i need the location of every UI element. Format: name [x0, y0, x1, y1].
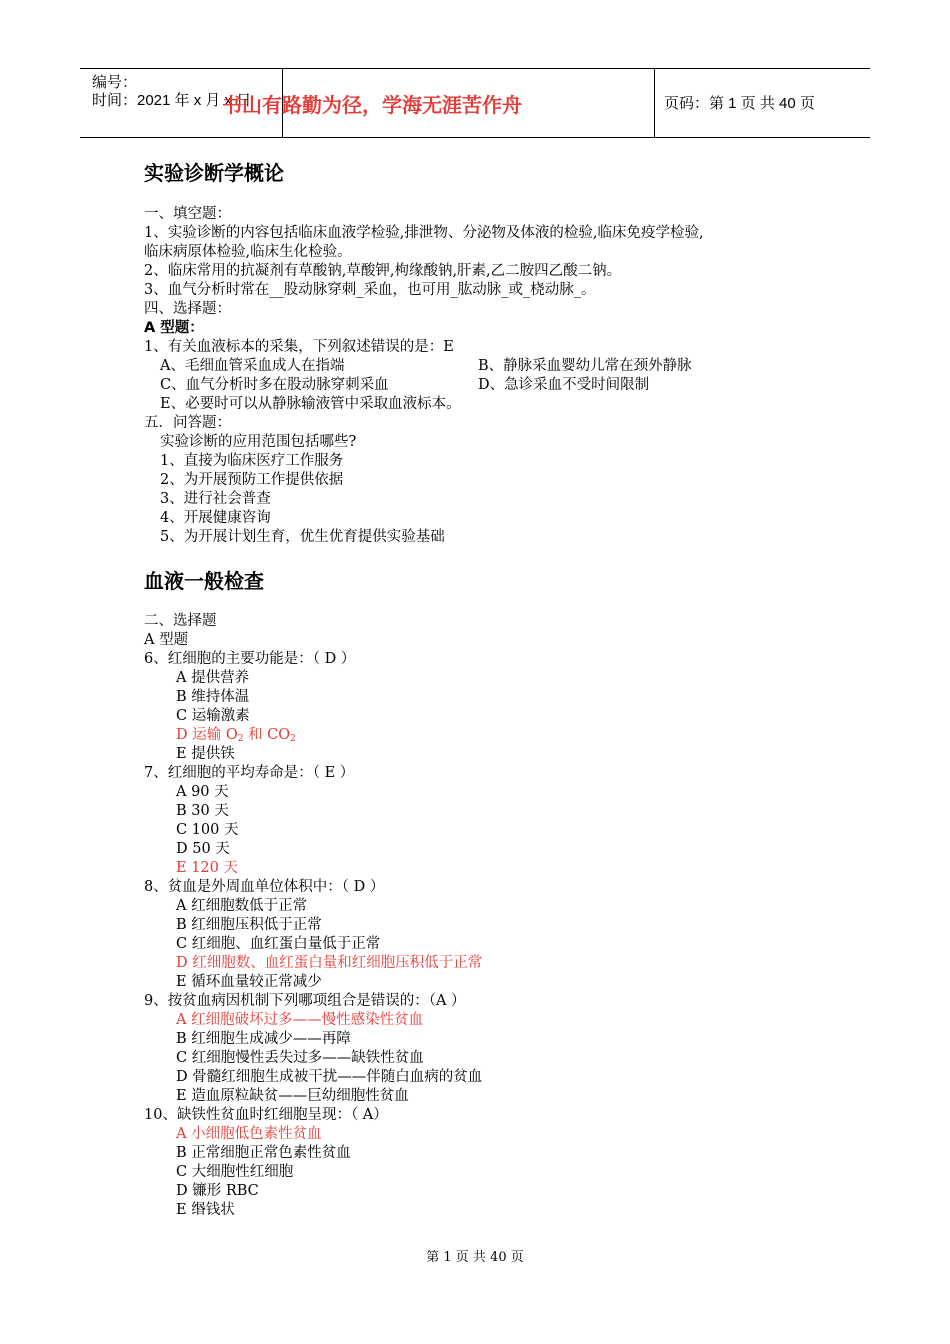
- q9-option-b: B 红细胞生成减少——再障: [176, 1031, 351, 1047]
- q1-option-c: C、血气分析时多在股动脉穿刺采血: [160, 377, 389, 393]
- q1-option-b: B、静脉采血婴幼儿常在颈外静脉: [478, 358, 692, 374]
- q8-option-a: A 红细胞数低于正常: [176, 898, 308, 914]
- fill-q3: 3、血气分析时常在__股动脉穿刺_采血，也可用_肱动脉_或_桡动脉_。: [144, 282, 596, 298]
- section-title-intro: 实验诊断学概论: [144, 161, 284, 185]
- type-a-label: A 型题：: [144, 320, 204, 336]
- qa-title: 五．问答题：: [144, 415, 231, 431]
- qa-question: 实验诊断的应用范围包括哪些?: [160, 434, 357, 450]
- q1-option-e: E、必要时可以从静脉输液管中采取血液标本。: [160, 396, 461, 412]
- q10-option-e: E 缗钱状: [176, 1202, 235, 1218]
- fill-q1-line2: 临床病原体检验,临床生化检验。: [144, 244, 352, 260]
- q10-option-b: B 正常细胞正常色素性贫血: [176, 1145, 351, 1161]
- type-a-label-2: A 型题: [144, 632, 189, 648]
- q8-option-b: B 红细胞压积低于正常: [176, 917, 322, 933]
- question-1: 1、有关血液标本的采集，下列叙述错误的是：E: [144, 339, 454, 355]
- q9-option-a: A 红细胞破坏过多——慢性感染性贫血: [176, 1012, 424, 1028]
- q9-option-d: D 骨髓红细胞生成被干扰——伴随白血病的贫血: [176, 1069, 483, 1085]
- question-8: 8、贫血是外周血单位体积中：（ D ）: [144, 879, 385, 895]
- question-9: 9、按贫血病因机制下列哪项组合是错误的：（A ）: [144, 993, 466, 1009]
- q6-option-c: C 运输激素: [176, 708, 250, 724]
- q7-option-e: E 120 天: [176, 860, 238, 876]
- q7-option-b: B 30 天: [176, 803, 229, 819]
- qa-answer-1: 1、直接为临床医疗工作服务: [160, 453, 344, 469]
- page-label: 页码：第 1 页 共 40 页: [664, 95, 815, 112]
- q6-option-a: A 提供营养: [176, 670, 250, 686]
- page-footer: 第 1 页 共 40 页: [426, 1250, 524, 1265]
- q6-option-e: E 提供铁: [176, 746, 235, 762]
- q10-option-a: A 小细胞低色素性贫血: [176, 1126, 322, 1142]
- time-label: 时间：2021 年 x 月 x 日: [92, 92, 252, 109]
- fill-title: 一、填空题：: [144, 206, 231, 222]
- q1-option-a: A、毛细血管采血成人在指端: [160, 358, 345, 374]
- q7-option-d: D 50 天: [176, 841, 230, 857]
- q6-option-d: D 运输 $O_2$ 和 $CO_2$: [176, 727, 296, 744]
- q10-option-c: C 大细胞性红细胞: [176, 1164, 294, 1180]
- motto: 书山有路勤为径，学海无涯苦作舟: [222, 93, 522, 117]
- question-10: 10、缺铁性贫血时红细胞呈现：（ A）: [144, 1107, 388, 1123]
- q7-option-c: C 100 天: [176, 822, 239, 838]
- qa-answer-5: 5、为开展计划生育，优生优育提供实验基础: [160, 529, 445, 545]
- q9-option-e: E 造血原粒缺贫——巨幼细胞性贫血: [176, 1088, 409, 1104]
- q7-option-a: A 90 天: [176, 784, 229, 800]
- choice-title-2: 二、选择题: [144, 613, 217, 629]
- q8-option-e: E 循环血量较正常减少: [176, 974, 322, 990]
- choice-title: 四、选择题：: [144, 301, 231, 317]
- question-7: 7、红细胞的平均寿命是：（ E ）: [144, 765, 355, 781]
- q10-option-d: D 镰形 RBC: [176, 1183, 259, 1199]
- qa-answer-3: 3、进行社会普查: [160, 491, 271, 507]
- qa-answer-2: 2、为开展预防工作提供依据: [160, 472, 344, 488]
- fill-q2: 2、临床常用的抗凝剂有草酸钠,草酸钾,枸缘酸钠,肝素,乙二胺四乙酸二钠。: [144, 263, 622, 279]
- fill-q1-line1: 1、实验诊断的内容包括临床血液学检验,排泄物、分泌物及体液的检验,临床免疫学检验,: [144, 225, 704, 241]
- q8-option-c: C 红细胞、血红蛋白量低于正常: [176, 936, 381, 952]
- question-6: 6、红细胞的主要功能是：（ D ）: [144, 651, 356, 667]
- q1-option-d: D、急诊采血不受时间限制: [478, 377, 650, 393]
- q6-option-b: B 维持体温: [176, 689, 250, 705]
- section-title-blood: 血液一般检查: [144, 569, 264, 593]
- number-label: 编号：: [92, 74, 138, 91]
- q8-option-d: D 红细胞数、血红蛋白量和红细胞压积低于正常: [176, 955, 483, 971]
- q9-option-c: C 红细胞慢性丢失过多——缺铁性贫血: [176, 1050, 424, 1066]
- qa-answer-4: 4、开展健康咨询: [160, 510, 271, 526]
